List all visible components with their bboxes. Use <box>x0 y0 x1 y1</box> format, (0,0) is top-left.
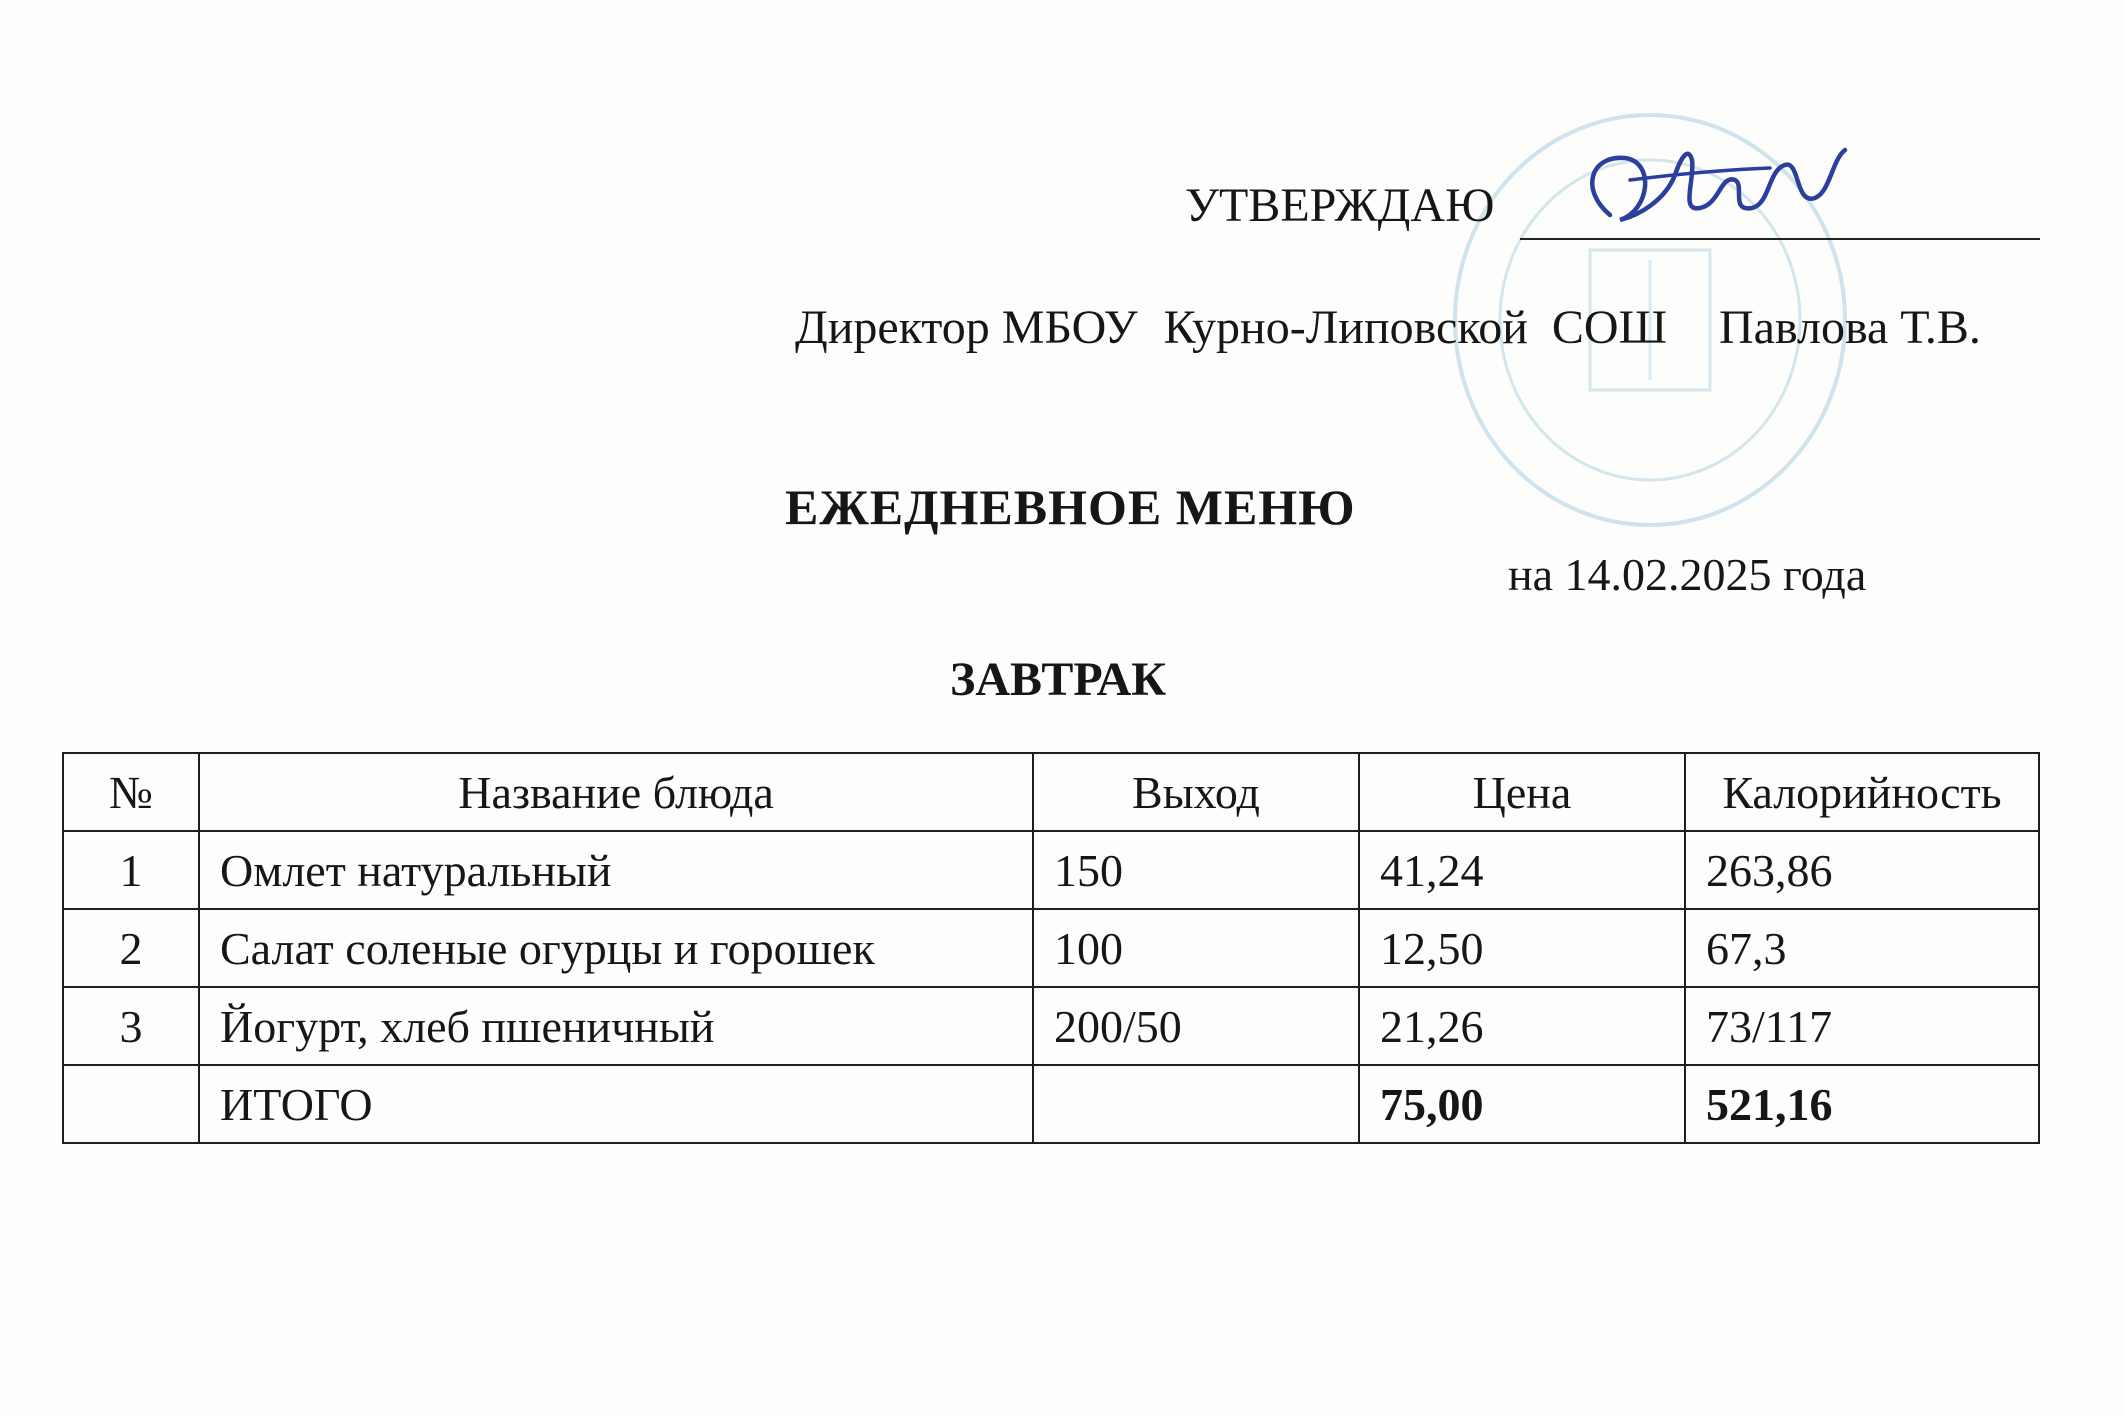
total-calories: 521,16 <box>1685 1065 2039 1143</box>
row-dish: Омлет натуральный <box>199 831 1033 909</box>
row-calories: 73/117 <box>1685 987 2039 1065</box>
total-portion <box>1033 1065 1359 1143</box>
header-calories: Калорийность <box>1685 753 2039 831</box>
row-portion: 200/50 <box>1033 987 1359 1065</box>
director-signature <box>1570 120 1870 260</box>
header-portion: Выход <box>1033 753 1359 831</box>
row-calories: 263,86 <box>1685 831 2039 909</box>
row-calories: 67,3 <box>1685 909 2039 987</box>
header-price: Цена <box>1359 753 1685 831</box>
row-portion: 150 <box>1033 831 1359 909</box>
document-title: ЕЖЕДНЕВНОЕ МЕНЮ <box>785 479 1356 535</box>
row-dish: Салат соленые огурцы и горошек <box>199 909 1033 987</box>
row-number: 3 <box>63 987 199 1065</box>
table-header-row <box>63 753 2039 831</box>
school-type: СОШ <box>1551 301 1668 354</box>
row-number: 2 <box>63 909 199 987</box>
approval-label: УТВЕРЖДАЮ <box>1185 179 1495 232</box>
row-price: 41,24 <box>1359 831 1685 909</box>
header-dish: Название блюда <box>199 753 1033 831</box>
header-number: № <box>63 753 199 831</box>
meal-title: ЗАВТРАК <box>950 653 1167 706</box>
director-name: Павлова Т.В. <box>1719 301 1981 354</box>
row-price: 21,26 <box>1359 987 1685 1065</box>
table-total-row <box>63 1065 2039 1143</box>
table-row <box>63 987 2039 1065</box>
menu-table <box>62 752 2040 1144</box>
row-portion: 100 <box>1033 909 1359 987</box>
total-price: 75,00 <box>1359 1065 1685 1143</box>
row-dish: Йогурт, хлеб пшеничный <box>199 987 1033 1065</box>
document-date: на 14.02.2025 года <box>1508 549 1867 600</box>
school-name: Курно-Липовской <box>1163 301 1528 354</box>
director-line <box>795 300 1981 355</box>
director-position: Директор МБОУ <box>795 301 1138 354</box>
row-price: 12,50 <box>1359 909 1685 987</box>
total-label: ИТОГО <box>199 1065 1033 1143</box>
table-row <box>63 909 2039 987</box>
total-number-cell <box>63 1065 199 1143</box>
row-number: 1 <box>63 831 199 909</box>
table-row <box>63 831 2039 909</box>
